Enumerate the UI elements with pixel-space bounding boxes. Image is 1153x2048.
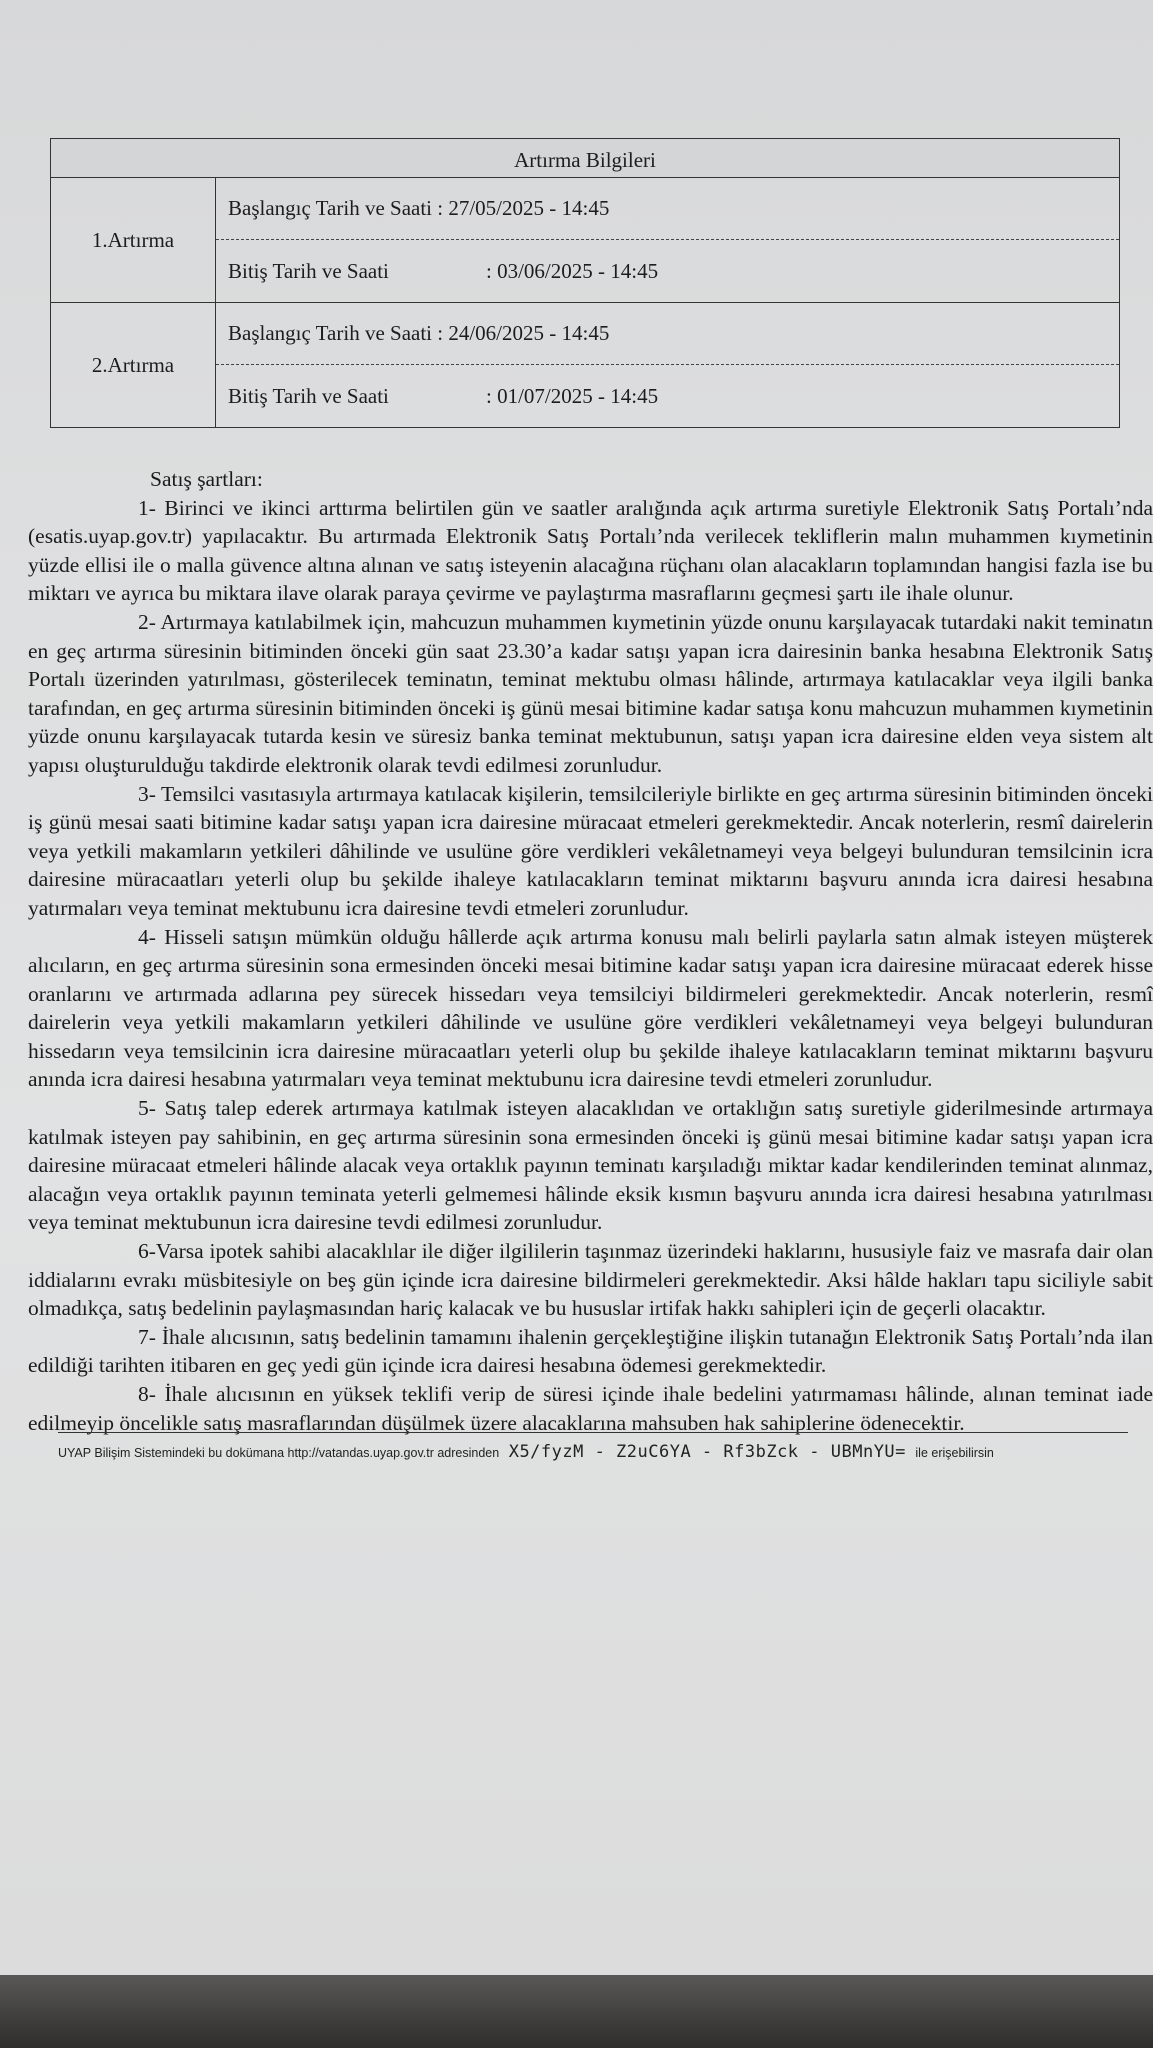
conditions-heading: Satış şartları: xyxy=(150,467,263,491)
condition-item-2: 2- Artırmaya katılabilmek için, mahcuzun muhammen kıymetinin yüzde onunu karşılayacak tutardaki nakit teminatın en geç artırma süresinin bitiminden önceki gün saat 23.30’a kadar satışı yapan icra dairesinin banka hesabına Elektronik Satış Portalı üzerinden yatırılması, gösterilecek teminatın, teminat mektubu olması hâlinde, artırmaya katılacaklar veya ilgili banka tarafından, en geç artırma süresinin bitiminden önceki iş günü mesai bitimine kadar satışa konu mahcuzun muhammen kıymetinin yüzde onunu karşılayacak tutarda kesin ve süresiz banka teminat mektubunun, satışı yapan icra dairesine elden veya sistem alt yapısı oluşturulduğu takdirde elektronik olarak tevdi edilmesi zorunludur. xyxy=(28,609,1153,777)
condition-item-6: 6-Varsa ipotek sahibi alacaklılar ile diğer ilgililerin taşınmaz üzerindeki haklarını, hususiyle faiz ve masrafa dair olan iddialarını evrakı müsbitesiyle on beş gün içinde icra dairesine bildirmeleri gerekmektedir. Aksi hâlde hakları tapu siciliyle sabit olmadıkça, satış bedelinin paylaşmasından hariç kalacak ve bu hususlar irtifak hakkı sahipleri için de geçerli olacaktır. xyxy=(28,1239,1153,1321)
start-value: 24/06/2025 - 14:45 xyxy=(448,321,610,345)
start-value: 27/05/2025 - 14:45 xyxy=(448,196,610,220)
verification-code: X5/fyzM - Z2uC6YA - Rf3bZck - UBMnYU= xyxy=(508,1442,906,1462)
condition-item-7: 7- İhale alıcısının, satış bedelinin tamamını ihalenin gerçekleştiğine ilişkin tutanağın Elektronik Satış Portalı’nda ilan edildiği tarihten itibaren en geç yedi gün içinde icra dairesi hesabına ödemesi gerekmektedir. xyxy=(28,1324,1153,1378)
auction-label: 2.Artırma xyxy=(51,303,216,428)
condition-item-4: 4- Hisseli satışın mümkün olduğu hâllerde açık artırma konusu malı belirli paylarla satın almak isteyen müşterek alıcıların, en geç artırma süresinin sona ermesinden önceki mesai bitimine kadar satışı yapan icra dairesine müracaat ederek hisse oranlarını ve artırmada adlarına pey sürecek hissedarı veya temsilciyi bildirmeleri gerekmektedir. Ancak noterlerin, resmî dairelerin veya yetkili makamların yetkileri dâhilinde ve usulüne göre verdikleri vekâletnameyi veya belgeyi bulunduran hissedarın veya temsilcinin icra dairesine müracaatları yeterli olup bu şekilde ihaleye katılacakların teminat miktarını başvuru anında icra dairesi hesabına yatırmaları veya teminat mektubunu icra dairesine tevdi etmeleri zorunludur. xyxy=(28,924,1153,1092)
footer-verification xyxy=(58,1442,1153,1462)
end-key: Bitiş Tarih ve Saati xyxy=(228,258,389,283)
start-datetime-line xyxy=(216,178,1119,240)
end-key: Bitiş Tarih ve Saati xyxy=(228,383,389,408)
start-key: Başlangıç Tarih ve Saati : xyxy=(228,321,444,345)
end-value: : 03/06/2025 - 14:45 xyxy=(486,258,659,283)
condition-item-8: 8- İhale alıcısının en yüksek teklifi verip de süresi içinde ihale bedelini yatırmaması hâlinde, alınan teminat iade edilmeyip öncelikle satış masraflarından düşülmek üzere alacaklarına mahsuben hak sahiplerine ödenecektir. xyxy=(28,1382,1153,1435)
condition-item-3: 3- Temsilci vasıtasıyla artırmaya katılacak kişilerin, temsilcileriyle birlikte en geç artırma süresinin bitiminden önceki iş günü mesai saati bitimine kadar satışı yapan icra dairesine müracaat etmeleri gerekmektedir. Ancak noterlerin, resmî dairelerin veya yetkili makamların yetkileri dâhilinde ve usulüne göre verdikleri vekâletnameyi veya belgeyi bulunduran temsilcinin icra dairesine müracaatları yeterli olup bu şekilde ihaleye katılacakların teminat miktarını başvuru anında icra dairesi hesabına yatırmaları veya teminat mektubunu icra dairesine tevdi etmeleri zorunludur. xyxy=(28,781,1153,920)
footer-suffix: ile erişebilirsin xyxy=(915,1446,994,1460)
end-value: : 01/07/2025 - 14:45 xyxy=(486,383,659,408)
table-row xyxy=(51,178,1120,303)
start-key: Başlangıç Tarih ve Saati : xyxy=(228,196,444,220)
condition-item-5: 5- Satış talep ederek artırmaya katılmak isteyen alacaklıdan ve ortaklığın satış suretiyle giderilmesinde artırmaya katılmak isteyen pay sahibinin, en geç artırma süresinin sona ermesinden önceki iş günü mesai bitimine kadar satışı yapan icra dairesine müracaat etmeleri hâlinde alacak veya ortaklık payının teminatı karşıladığı miktar kadar kendilerinden teminat alınmaz, alacağın veya ortaklık payının teminata yeterli gelmemesi hâlinde eksik kısmın başvuru anında icra dairesi hesabına yatırılması veya teminat mektubunun icra dairesine tevdi edilmesi zorunludur. xyxy=(28,1096,1153,1235)
sale-conditions xyxy=(28,465,1153,1437)
table-title: Artırma Bilgileri xyxy=(51,139,1120,178)
end-datetime-line xyxy=(216,240,1119,302)
table-row xyxy=(51,303,1120,428)
background-shadow xyxy=(0,1975,1153,2048)
condition-item-1: 1- Birinci ve ikinci arttırma belirtilen gün ve saatler aralığında açık artırma suretiyle Elektronik Satış Portalı’nda (esatis.uyap.gov.tr) yapılacaktır. Bu artırmada Elektronik Satış Portalı’nda verilecek tekliflerin malın muhammen kıymetinin yüzde ellisi ile o malla güvence altına alınan ve satış isteyenin alacağına rüçhanı olan alacakların toplamından hangisi fazla ise bu miktarı ve ayrıca bu miktara ilave olarak paraya çevirme ve paylaştırma masraflarını geçmesi şartı ile ihale olunur. xyxy=(28,495,1153,606)
end-datetime-line xyxy=(216,365,1119,427)
footer-divider xyxy=(58,1432,1128,1433)
auction-info-table xyxy=(50,138,1120,428)
footer-prefix: UYAP Bilişim Sistemindeki bu dokümana http://vatandas.uyap.gov.tr adresinden xyxy=(58,1446,500,1460)
start-datetime-line xyxy=(216,303,1119,365)
auction-label: 1.Artırma xyxy=(51,178,216,303)
